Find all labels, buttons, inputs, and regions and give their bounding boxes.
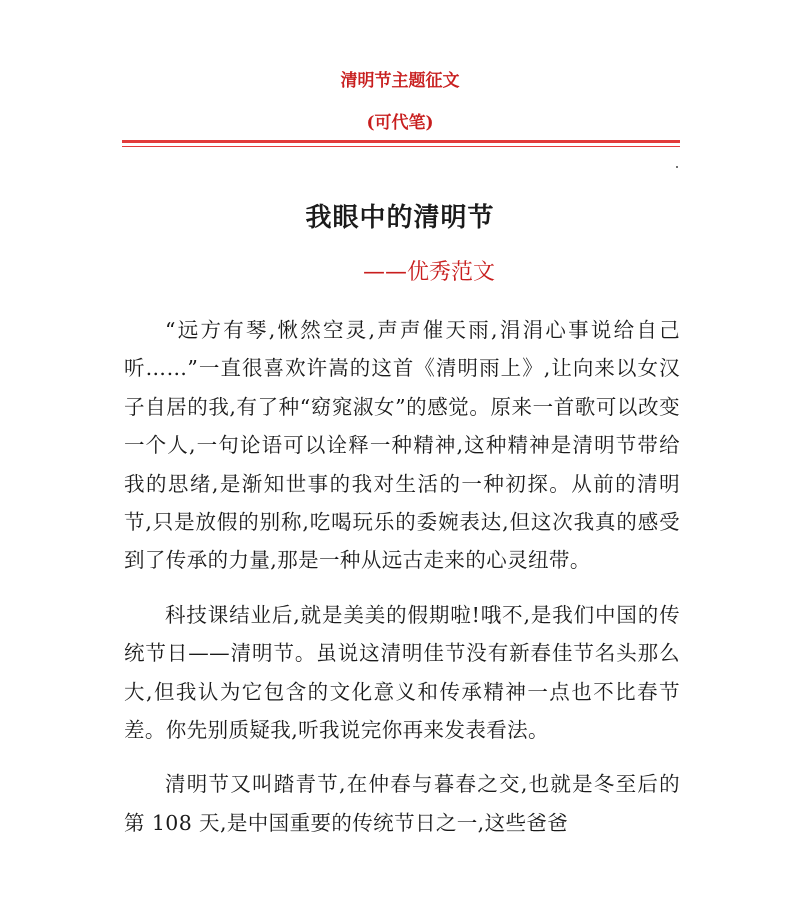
header-divider-thin — [122, 146, 680, 147]
header-divider-thick — [122, 140, 680, 143]
header-note: (可代笔) — [366, 113, 434, 133]
paragraph: “远方有琴,愀然空灵,声声催天雨,涓涓心事说给自己听……”一直很喜欢许嵩的这首《清明雨上》,让向来以女汉子自居的我,有了种“窈窕淑女”的感觉。原来一首歌可以改变一个人,一句论语可以诠释一种精神,这种精神是清明节带给我的思绪,是渐知世事的我对生活的一种初探。从前的清明节,只是放假的别称,吃喝玩乐的委婉表达,但这次我真的感受到了传承的力量,那是一种从远古走来的心灵纽带。 — [124, 318, 680, 573]
article-subtitle: ——优秀范文 — [362, 260, 495, 285]
paragraph: 科技课结业后,就是美美的假期啦!哦不,是我们中国的传统节日——清明节。虽说这清明佳节没有新春佳节名头那么大,但我认为它包含的文化意义和传承精神一点也不比春节差。你先别质疑我,听我说完你再来发表看法。 — [124, 602, 680, 743]
article-title: 我眼中的清明节 — [305, 203, 495, 233]
page-mark — [676, 166, 678, 168]
paragraph: 清明节又叫踏青节,在仲春与暮春之交,也就是冬至后的第 108 天,是中国重要的传统节日之一,这些爸爸 — [124, 772, 680, 835]
header — [0, 66, 800, 138]
header-title: 清明节主题征文 — [340, 71, 460, 91]
article-body — [124, 311, 680, 858]
